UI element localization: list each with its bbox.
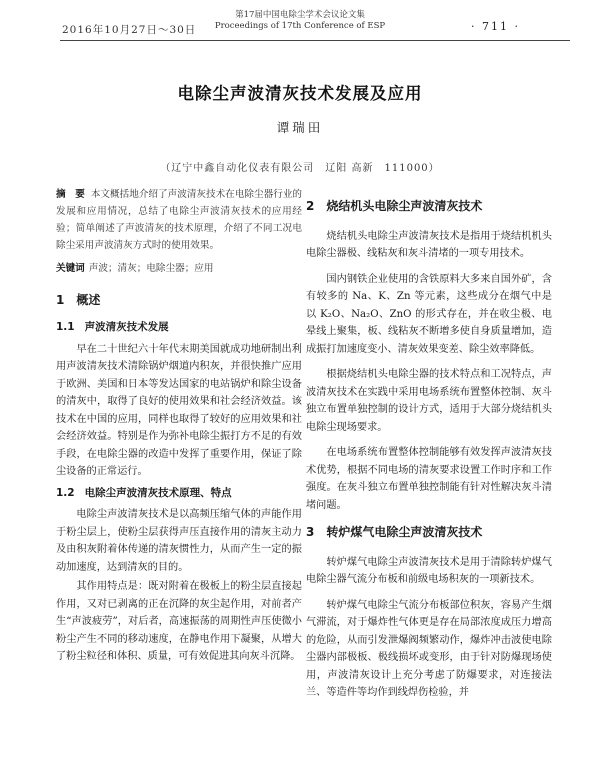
section-heading-2 <box>306 198 552 216</box>
right-column <box>306 198 552 710</box>
author-affiliation: （辽宁中鑫自动化仪表有限公司 辽阳 高新 111000） <box>160 163 440 174</box>
section-title: 烧结机头电除尘声波清灰技术 <box>326 199 483 213</box>
paragraph: 烧结机头电除尘声波清灰技术是指用于烧结机机头电除尘器极、线粘灰和灰斗清堵的一项专用技术。 <box>306 230 552 259</box>
header-conference-cn: 第17届中国电除尘学术会议论文集 <box>235 10 365 20</box>
left-column <box>56 186 302 668</box>
section-number: 3 <box>306 525 315 539</box>
paragraph: 早在二十世纪六十年代末期美国就成功地研制出利用声波清灰技术清除锅炉烟道内积灰，并很快推广应用于欧洲、美国和日本等发达国家的电站锅炉和除尘设备的清灰中，取得了良好的使用效果和社会经济效益。该技术在中国的应用，同样也取得了较好的应用效果和社会经济效益。特别是作为弥补电除尘振打方不足的有效手段，在电除尘器的改造中发挥了重要作用，保证了除尘设备的正常运行。 <box>56 343 302 477</box>
keywords-text: 声波；清灰；电除尘器；应用 <box>88 263 214 274</box>
paragraph: 转炉煤气电除尘气流分布板部位积灰，容易产生烟气滞流，对于爆炸性气体更是存在局部浓度成压力增高的危险，从而引发泄爆阀频繁动作，爆炸冲击波使电除尘器内部极板、极线损坏或变形，由于针对防爆现场使用，声波清灰设计上充分考虑了防爆要求，对连接法兰、等造件等均作到线焊伤检验，并 <box>306 599 552 698</box>
subsection-number: 1.1 <box>56 321 75 333</box>
abstract-label: 摘 要 <box>56 189 85 200</box>
section-title: 概述 <box>76 292 101 307</box>
header-conference-en: Proceedings of 17th Conference of ESP <box>214 21 386 31</box>
header-conference <box>200 10 400 32</box>
paragraph: 国内钢铁企业使用的含铁原料大多来自国外矿，含有较多的 Na、K、Zn 等元素，这些成分在烟气中是以 K₂O、Na₂O、ZnO 的形式存在，并在收尘极、电晕线上聚集，板、线粘灰不断增多使自身质量增加，造成振打加速度变小、清灰效果变差、除尘效率降低。 <box>306 273 552 355</box>
section-heading-3 <box>306 524 552 542</box>
paragraph: 转炉煤气电除尘声波清灰技术是用于清除转炉煤气电除尘器气流分布板和前级电场积灰的一项新技术。 <box>306 556 552 585</box>
section-number: 1 <box>56 292 65 307</box>
section-heading-1 <box>56 292 302 310</box>
header-date: 2016年10月27日～30日 <box>62 24 197 36</box>
paper-title: 电除尘声波清灰技术发展及应用 <box>177 84 423 103</box>
paragraph: 在电场系统布置整体控制能够有效发挥声波清灰技术优势，根据不同电场的清灰要求设置工作时序和工作强度。在灰斗独立布置单独控制能有针对性解决灰斗清堵问题。 <box>306 447 552 511</box>
keywords-label: 关键词 <box>56 263 85 274</box>
subsection-title: 声波清灰技术发展 <box>84 321 169 333</box>
section-number: 2 <box>306 199 315 213</box>
section-title: 转炉煤气电除尘声波清灰技术 <box>326 525 483 539</box>
keywords <box>56 260 302 278</box>
subsection-heading-1-1 <box>56 319 302 337</box>
abstract <box>56 186 302 254</box>
paragraph: 其作用特点是：既对附着在极板上的粉尘层直接起作用，又对已剥离的正在沉降的灰尘起作用，对前者产生“声波疲劳”，对后者，高速振荡的周期性声压使微小粉尘产生不同的移动速度，在静电作用下凝聚，从增大了粉尘粒径和体积、质量，可有效促进其向灰斗沉降。 <box>56 581 302 662</box>
page-number: · 711 · <box>471 20 520 33</box>
abstract-text: 本文概括地介绍了声波清灰技术在电除尘器行业的发展和应用情况，总结了电除尘声波清灰技术的应用经验；简单阐述了声波清灰的技术原理，介绍了不同工况电除尘采用声波清灰方式时的使用效果。 <box>56 189 303 251</box>
subsection-title: 电除尘声波清灰技术原理、特点 <box>84 486 232 499</box>
subsection-number: 1.2 <box>56 486 75 499</box>
paragraph: 电除尘声波清灰技术是以高频压缩气体的声能作用于粉尘层上，使粉尘层获得声压直接作用的清灰主动力及由积灰附着体传递的清灰惯性力，从而产生一定的振动加速度，达到清灰的目的。 <box>56 509 302 573</box>
paragraph: 根据烧结机头电除尘器的技术特点和工况特点，声波清灰技术在实践中采用电场系统布置整体控制、灰斗独立布置单独控制的设计方式，适用于大部分烧结机头电除尘现场要求。 <box>306 369 552 433</box>
header-rule <box>60 40 570 41</box>
subsection-heading-1-2 <box>56 485 302 503</box>
author-name: 谭瑞田 <box>276 120 324 135</box>
